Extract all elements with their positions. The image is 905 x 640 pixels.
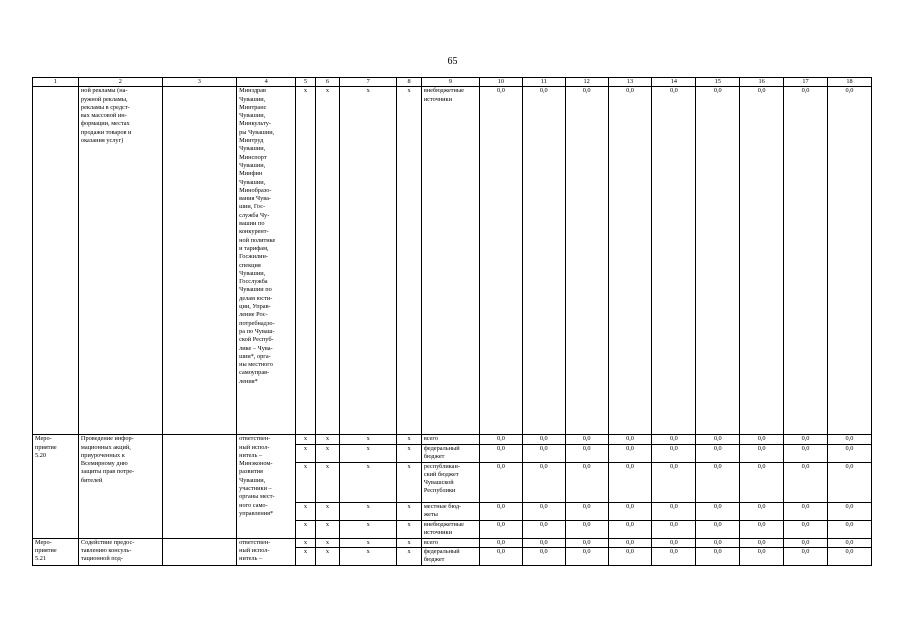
col-12-value: 0,0 xyxy=(565,444,608,462)
col-14-value: 0,0 xyxy=(652,87,696,435)
col-16-value: 0,0 xyxy=(740,87,784,435)
col-18-value: 0,0 xyxy=(827,435,871,444)
col-10-value: 0,0 xyxy=(479,547,522,565)
col-11-value: 0,0 xyxy=(522,444,565,462)
col-7-cell: х xyxy=(340,538,397,547)
col-8-cell: х xyxy=(397,444,421,462)
col-5-cell: х xyxy=(296,462,315,502)
table-row xyxy=(33,538,872,547)
col-8-cell: х xyxy=(397,462,421,502)
executor-cell: Минздрав Чувашии, Минтранс Чувашии, Минкульту- ры Чувашии, Минтруд Чувашии, Минспорт Чувашии, Минфин Чувашии, Минобразо- вания Чува- шии, Гос- служба Чу- вашии по конкурент- ной политике и тарифам, Госжилин- спекция Чувашии, Госслужба Чувашии по делам юсти- ции, Управ- ление Рос- потребнадзо- ра по Чуваш- ской Респуб- лике – Чува- шии*, орга- ны местного самоуправ- ления* xyxy=(237,87,296,435)
col-13-value: 0,0 xyxy=(608,462,652,502)
col-6-cell: х xyxy=(315,87,339,435)
column-number: 18 xyxy=(827,78,871,87)
funding-source-cell: республикан- ский бюджет Чувашской Республики xyxy=(421,462,479,502)
col-3-cell xyxy=(162,538,237,565)
activity-number-cell: Меро- приятие 5.20 xyxy=(33,435,79,538)
col-15-value: 0,0 xyxy=(696,87,740,435)
col-18-value: 0,0 xyxy=(827,87,871,435)
col-14-value: 0,0 xyxy=(652,462,696,502)
col-13-value: 0,0 xyxy=(608,435,652,444)
col-11-value: 0,0 xyxy=(522,462,565,502)
col-10-value: 0,0 xyxy=(479,444,522,462)
column-number: 3 xyxy=(162,78,237,87)
col-7-cell: х xyxy=(340,87,397,435)
col-6-cell: х xyxy=(315,462,339,502)
col-11-value: 0,0 xyxy=(522,87,565,435)
column-number: 1 xyxy=(33,78,79,87)
col-11-value: 0,0 xyxy=(522,520,565,538)
column-number: 5 xyxy=(296,78,315,87)
col-18-value: 0,0 xyxy=(827,444,871,462)
column-number: 2 xyxy=(78,78,162,87)
column-number: 14 xyxy=(652,78,696,87)
col-17-value: 0,0 xyxy=(784,547,828,565)
col-10-value: 0,0 xyxy=(479,435,522,444)
activity-name-cell: Содействие предос- тавлению консуль- тационной под- xyxy=(78,538,162,565)
activity-number-cell: Меро- приятие 5.21 xyxy=(33,538,79,565)
funding-source-cell: внебюджетные источники xyxy=(421,87,479,435)
col-3-cell xyxy=(162,87,237,435)
col-5-cell: х xyxy=(296,520,315,538)
column-number: 13 xyxy=(608,78,652,87)
col-16-value: 0,0 xyxy=(740,520,784,538)
col-15-value: 0,0 xyxy=(696,502,740,520)
col-16-value: 0,0 xyxy=(740,462,784,502)
col-5-cell: х xyxy=(296,538,315,547)
column-number: 8 xyxy=(397,78,421,87)
col-12-value: 0,0 xyxy=(565,462,608,502)
col-18-value: 0,0 xyxy=(827,538,871,547)
col-18-value: 0,0 xyxy=(827,547,871,565)
col-12-value: 0,0 xyxy=(565,538,608,547)
row-label-cell xyxy=(33,87,79,435)
col-16-value: 0,0 xyxy=(740,435,784,444)
col-10-value: 0,0 xyxy=(479,502,522,520)
column-number: 11 xyxy=(522,78,565,87)
col-10-value: 0,0 xyxy=(479,87,522,435)
col-17-value: 0,0 xyxy=(784,444,828,462)
col-7-cell: х xyxy=(340,502,397,520)
col-14-value: 0,0 xyxy=(652,502,696,520)
activity-name-cell: Проведение инфор- мационных акций, приуроченных к Всемирному дню защиты прав потре- бителей xyxy=(78,435,162,538)
col-14-value: 0,0 xyxy=(652,435,696,444)
col-10-value: 0,0 xyxy=(479,520,522,538)
col-14-value: 0,0 xyxy=(652,444,696,462)
col-15-value: 0,0 xyxy=(696,435,740,444)
col-15-value: 0,0 xyxy=(696,520,740,538)
funding-source-cell: внебюджетные источники xyxy=(421,520,479,538)
col-16-value: 0,0 xyxy=(740,502,784,520)
col-6-cell: х xyxy=(315,444,339,462)
column-number: 10 xyxy=(479,78,522,87)
col-6-cell: х xyxy=(315,538,339,547)
page-number: 65 xyxy=(447,56,458,67)
col-15-value: 0,0 xyxy=(696,538,740,547)
col-17-value: 0,0 xyxy=(784,435,828,444)
col-17-value: 0,0 xyxy=(784,502,828,520)
col-8-cell: х xyxy=(397,538,421,547)
funding-source-cell: всего xyxy=(421,538,479,547)
col-6-cell: х xyxy=(315,520,339,538)
col-13-value: 0,0 xyxy=(608,87,652,435)
col-11-value: 0,0 xyxy=(522,435,565,444)
col-5-cell: х xyxy=(296,444,315,462)
executor-cell: ответствен- ный испол- нитель – Минэконом- развития Чувашии, участники – органы мест- ного само- управления* xyxy=(237,435,296,538)
col-13-value: 0,0 xyxy=(608,520,652,538)
col-6-cell: х xyxy=(315,502,339,520)
funding-source-cell: федеральный бюджет xyxy=(421,547,479,565)
col-17-value: 0,0 xyxy=(784,462,828,502)
col-7-cell: х xyxy=(340,520,397,538)
col-8-cell: х xyxy=(397,435,421,444)
column-number: 17 xyxy=(784,78,828,87)
col-15-value: 0,0 xyxy=(696,462,740,502)
col-17-value: 0,0 xyxy=(784,520,828,538)
column-number: 15 xyxy=(696,78,740,87)
col-15-value: 0,0 xyxy=(696,547,740,565)
col-13-value: 0,0 xyxy=(608,444,652,462)
funding-source-cell: федеральный бюджет xyxy=(421,444,479,462)
col-11-value: 0,0 xyxy=(522,547,565,565)
column-number: 6 xyxy=(315,78,339,87)
col-13-value: 0,0 xyxy=(608,538,652,547)
col-12-value: 0,0 xyxy=(565,520,608,538)
col-11-value: 0,0 xyxy=(522,538,565,547)
col-12-value: 0,0 xyxy=(565,502,608,520)
col-18-value: 0,0 xyxy=(827,520,871,538)
col-8-cell: х xyxy=(397,87,421,435)
funding-source-cell: всего xyxy=(421,435,479,444)
col-14-value: 0,0 xyxy=(652,538,696,547)
col-12-value: 0,0 xyxy=(565,87,608,435)
col-8-cell: х xyxy=(397,547,421,565)
col-14-value: 0,0 xyxy=(652,520,696,538)
col-18-value: 0,0 xyxy=(827,462,871,502)
col-17-value: 0,0 xyxy=(784,87,828,435)
col-5-cell: х xyxy=(296,547,315,565)
col-10-value: 0,0 xyxy=(479,462,522,502)
column-number: 7 xyxy=(340,78,397,87)
table-row xyxy=(33,435,872,444)
funding-source-cell: местные бюд- жеты xyxy=(421,502,479,520)
col-8-cell: х xyxy=(397,520,421,538)
table-row xyxy=(33,87,872,435)
col-14-value: 0,0 xyxy=(652,547,696,565)
col-18-value: 0,0 xyxy=(827,502,871,520)
col-7-cell: х xyxy=(340,547,397,565)
col-5-cell: х xyxy=(296,87,315,435)
col-5-cell: х xyxy=(296,502,315,520)
col-7-cell: х xyxy=(340,462,397,502)
col-12-value: 0,0 xyxy=(565,435,608,444)
col-13-value: 0,0 xyxy=(608,502,652,520)
col-3-cell xyxy=(162,435,237,538)
column-number-row xyxy=(33,78,872,87)
col-12-value: 0,0 xyxy=(565,547,608,565)
col-17-value: 0,0 xyxy=(784,538,828,547)
col-5-cell: х xyxy=(296,435,315,444)
col-6-cell: х xyxy=(315,435,339,444)
col-7-cell: х xyxy=(340,444,397,462)
col-16-value: 0,0 xyxy=(740,444,784,462)
col-13-value: 0,0 xyxy=(608,547,652,565)
col-15-value: 0,0 xyxy=(696,444,740,462)
program-table xyxy=(32,77,872,566)
col-7-cell: х xyxy=(340,435,397,444)
activity-name-cell: ной рекламы (на- ружной рекламы, рекламы в средст- вах массовой ин- формации, местах продажи товаров и оказания услуг) xyxy=(78,87,162,435)
column-number: 4 xyxy=(237,78,296,87)
column-number: 9 xyxy=(421,78,479,87)
col-16-value: 0,0 xyxy=(740,538,784,547)
col-16-value: 0,0 xyxy=(740,547,784,565)
col-8-cell: х xyxy=(397,502,421,520)
col-6-cell: х xyxy=(315,547,339,565)
column-number: 12 xyxy=(565,78,608,87)
col-11-value: 0,0 xyxy=(522,502,565,520)
executor-cell: ответствен- ный испол- нитель – xyxy=(237,538,296,565)
col-10-value: 0,0 xyxy=(479,538,522,547)
column-number: 16 xyxy=(740,78,784,87)
